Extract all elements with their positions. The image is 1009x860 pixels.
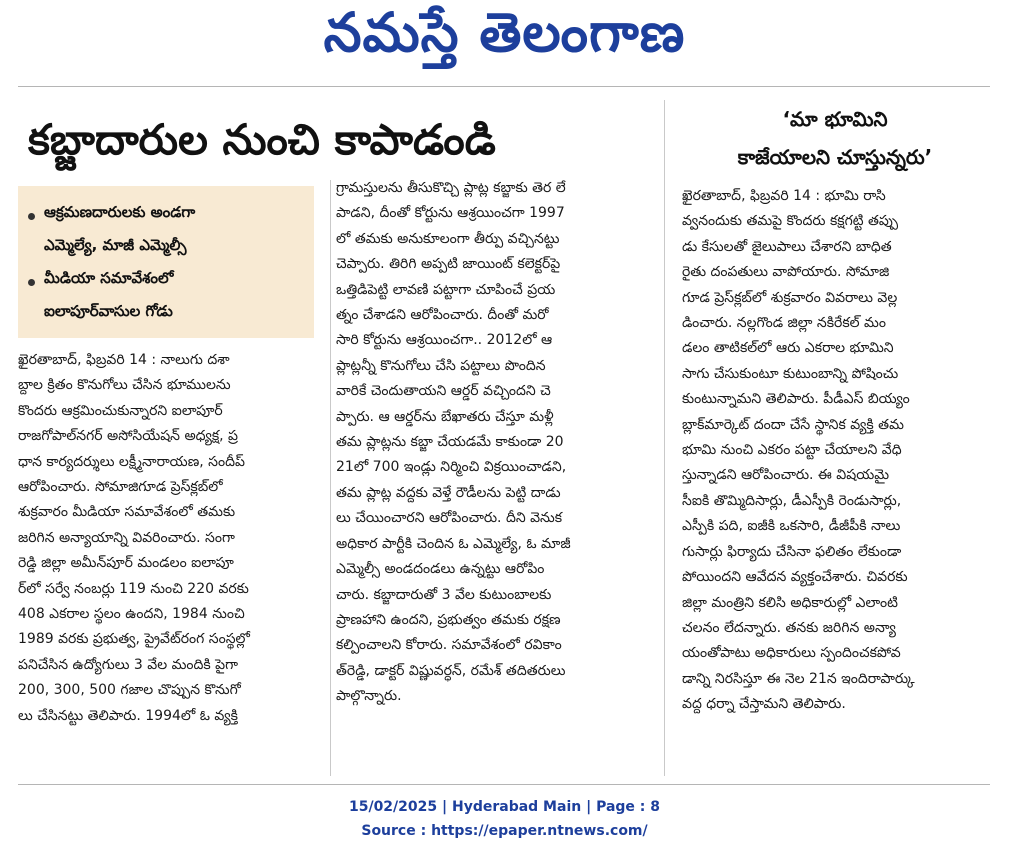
body-line: డు కేసులతో జైలుపాలు చేశారని బాధిత <box>682 238 892 255</box>
body-line: చెప్పారు. తిరిగి అప్పటి జాయింట్ కలెక్టర్‌పై <box>336 256 561 273</box>
body-line: చారు. కబ్జాదారుతో 3 వేల కుటుంబాలకు <box>336 586 552 603</box>
body-line: రైతు దంపతులు వాపోయారు. సోమాజి <box>682 264 890 281</box>
body-line: చలనం లేదన్నారు. తనకు జరిగిన అన్యా <box>682 619 896 636</box>
body-line: ప్రాణహాని ఉందని, ప్రభుత్వం తమకు రక్షణ <box>336 611 561 628</box>
body-line: వారికే చెందుతాయని ఆర్డర్ వచ్చిందని చె <box>336 383 551 400</box>
body-line: రెడ్డి జిల్లా అమీన్‌పూర్ మండలం ఐలాపూ <box>18 555 234 572</box>
body-line: ర్‌లో సర్వే నంబర్లు 119 నుంచి 220 వరకు <box>18 580 249 597</box>
body-line: ప్లాట్లన్నీ కొనుగోలు చేసి పట్టాలు పొందిన <box>336 357 546 374</box>
body-line: కొందరు ఆక్రమించుకున్నారని ఐలాపూర్ <box>18 402 223 419</box>
body-line: బ్లాక్‌మార్కెట్ దందా చేసే స్థానిక వ్యక్తి తమ <box>682 416 904 433</box>
body-line: డించారు. నల్లగొండ జిల్లా నకిరేకల్ మం <box>682 315 886 332</box>
highlight-2-line2: ఐలాపూర్‌వాసుల గోడు <box>44 302 173 320</box>
body-line: 200, 300, 500 గజాల చొప్పున కొనుగో <box>18 682 241 699</box>
body-line: వద్ద ధర్నా చేస్తామని తెలిపారు. <box>682 696 846 713</box>
left-story-column-2 <box>336 176 648 710</box>
body-line: ధాన కార్యదర్శులు లక్ష్మీనారాయణ, సందీప్ <box>18 453 245 470</box>
left-story-headline: కబ్జాదారుల నుంచి కాపాడండి <box>28 115 496 164</box>
body-line: పోయిందని ఆవేదన వ్యక్తంచేశారు. చివరకు <box>682 569 908 586</box>
right-headline-line2: కాజేయాలని చూస్తున్నరు’ <box>737 145 933 169</box>
body-line: ఖైరతాబాద్, ఫిబ్రవరి 14 : నాలుగు దశా <box>18 352 230 368</box>
body-line: త్నం చేశాడని ఆరోపించారు. దీంతో మరో <box>336 307 549 324</box>
body-line: లు చేయించారని ఆరోపించారు. దీని వెనుక <box>336 510 563 527</box>
body-line: స్తున్నాడని ఆరోపించారు. ఈ విషయమై <box>682 467 890 484</box>
body-line: ఎమ్మెల్సీ అండదండలు ఉన్నట్టు ఆరోపిం <box>336 561 545 578</box>
footer-divider <box>18 784 990 785</box>
left-story <box>18 100 668 780</box>
body-line: గ్రామస్తులను తీసుకొచ్చి ప్లాట్ల కబ్జాకు తెర లే <box>336 180 566 196</box>
body-line: రాజగోపాల్‌నగర్ అసోసియేషన్ అధ్యక్ష, ప్ర <box>18 428 239 445</box>
story-divider <box>664 100 665 776</box>
masthead-divider <box>18 86 990 87</box>
left-story-column-1 <box>18 348 326 729</box>
body-line: సారి కోర్టును ఆశ్రయించగా.. 2012లో ఆ <box>336 332 553 349</box>
highlight-1-line1: ఆక్రమణదారులకు అండగా <box>44 203 196 221</box>
body-line: 21లో 700 ఇండ్లు నిర్మించి విక్రయించాడని, <box>336 459 567 476</box>
body-line: కుంటున్నామని తెలిపారు. పీడీఎస్ బియ్యం <box>682 391 910 408</box>
body-line: పనిచేసిన ఉద్యోగులు 3 వేల మందికి పైగా <box>18 656 239 673</box>
body-line: ఆరోపించారు. సోమాజిగూడ ప్రెస్‌క్లబ్‌లో <box>18 479 223 496</box>
bullet-icon <box>28 213 35 220</box>
body-line: శుక్రవారం మీడియా సమావేశంలో తమకు <box>18 504 236 521</box>
body-line: డాన్ని నిరసిస్తూ ఈ నెల 21న ఇందిరాపార్కు <box>682 670 915 687</box>
body-line: ఒత్తిడిపెట్టి లావణి పట్టాగా చూపించే ప్రయ <box>336 281 556 298</box>
body-line: జిల్లా మంత్రిని కలిసి అధికారుల్లో ఎలాంటి <box>682 594 898 611</box>
body-line: సీఐకి తొమ్మిదిసార్లు, డీఎస్పీకి రెండుసార్లు, <box>682 492 902 509</box>
body-line: 408 ఎకరాల స్థలం ఉందని, 1984 నుంచి <box>18 606 245 623</box>
right-story-headline <box>680 100 990 176</box>
body-line: ఎస్పీకి పది, ఐజీకి ఒకసారి, డీజీపీకి నాలు <box>682 518 901 535</box>
body-line: పాడని, దీంతో కోర్టును ఆశ్రయించగా 1997 <box>336 205 565 222</box>
body-line: గుసార్లు ఫిర్యాదు చేసినా ఫలితం లేకుండా <box>682 543 902 560</box>
body-line: జరిగిన అన్యాయాన్ని వివరించారు. సంగా <box>18 529 235 546</box>
body-line: వ్వనందుకు తమపై కొందరు కక్షగట్టి తప్పు <box>682 213 899 230</box>
body-line: సాగు చేసుకుంటూ కుటుంబాన్ని పోషించు <box>682 365 899 382</box>
footer-source: Source : https://epaper.ntnews.com/ <box>361 823 648 839</box>
body-line: భూమి నుంచి ఎకరం పట్టా చేయాలని వేధి <box>682 442 902 459</box>
footer-dateline: 15/02/2025 | Hyderabad Main | Page : 8 <box>348 799 661 815</box>
column-divider <box>330 180 331 776</box>
body-line: అధికార పార్టీకి చెందిన ఓ ఎమ్మెల్యే, ఓ మాజీ <box>336 535 571 552</box>
masthead <box>0 0 1009 78</box>
highlights-box <box>18 186 314 338</box>
body-line: ఖైరతాబాద్, ఫిబ్రవరి 14 : భూమి రాసి <box>682 188 886 204</box>
body-line: బ్దాల క్రితం కొనుగోలు చేసిన భూములను <box>18 377 231 394</box>
right-headline-line1: ‘మా భూమిని <box>782 107 888 131</box>
body-line: త్‌రెడ్డి, డాక్టర్ విష్ణువర్ధన్, రమేశ్ తదితరులు <box>336 662 566 679</box>
body-line: యంతోపాటు అధికారులు స్పందించకపోవ <box>682 645 901 662</box>
body-line: తమ ప్లాట్లను కబ్జా చేయడమే కాకుండా 20 <box>336 434 564 451</box>
body-line: లు చేసినట్టు తెలిపారు. 1994లో ఓ వ్యక్తి <box>18 707 238 724</box>
bullet-icon <box>28 279 35 286</box>
body-line: తమ ప్లాట్ల వద్దకు వెళ్తే రౌడీలను పెట్టి దాడు <box>336 484 561 501</box>
highlight-1-line2: ఎమ్మెల్యే, మాజీ ఎమ్మెల్సీ <box>44 236 187 254</box>
highlight-2-line1: మీడియా సమావేశంలో <box>44 269 174 287</box>
right-story-body <box>682 184 984 718</box>
body-line: 1989 వరకు ప్రభుత్వ, ప్రైవేట్‌రంగ సంస్థల్లో <box>18 631 250 648</box>
body-line: పాల్గొన్నారు. <box>336 688 402 705</box>
masthead-title: నమస్తే తెలంగాణ <box>323 0 686 64</box>
body-line: గూడ ప్రెస్‌క్లబ్‌లో శుక్రవారం వివరాలు వెల్ల <box>682 289 898 306</box>
body-line: ప్పారు. ఆ ఆర్డర్‌ను బేఖాతరు చేస్తూ మళ్లీ <box>336 408 554 425</box>
body-line: కల్పించాలని కోరారు. సమావేశంలో రవికాం <box>336 637 562 654</box>
body-line: లో తమకు అనుకూలంగా తీర్పు వచ్చినట్టు <box>336 230 560 247</box>
body-line: డలం తాటికల్‌లో ఆరు ఎకరాల భూమిని <box>682 340 894 357</box>
